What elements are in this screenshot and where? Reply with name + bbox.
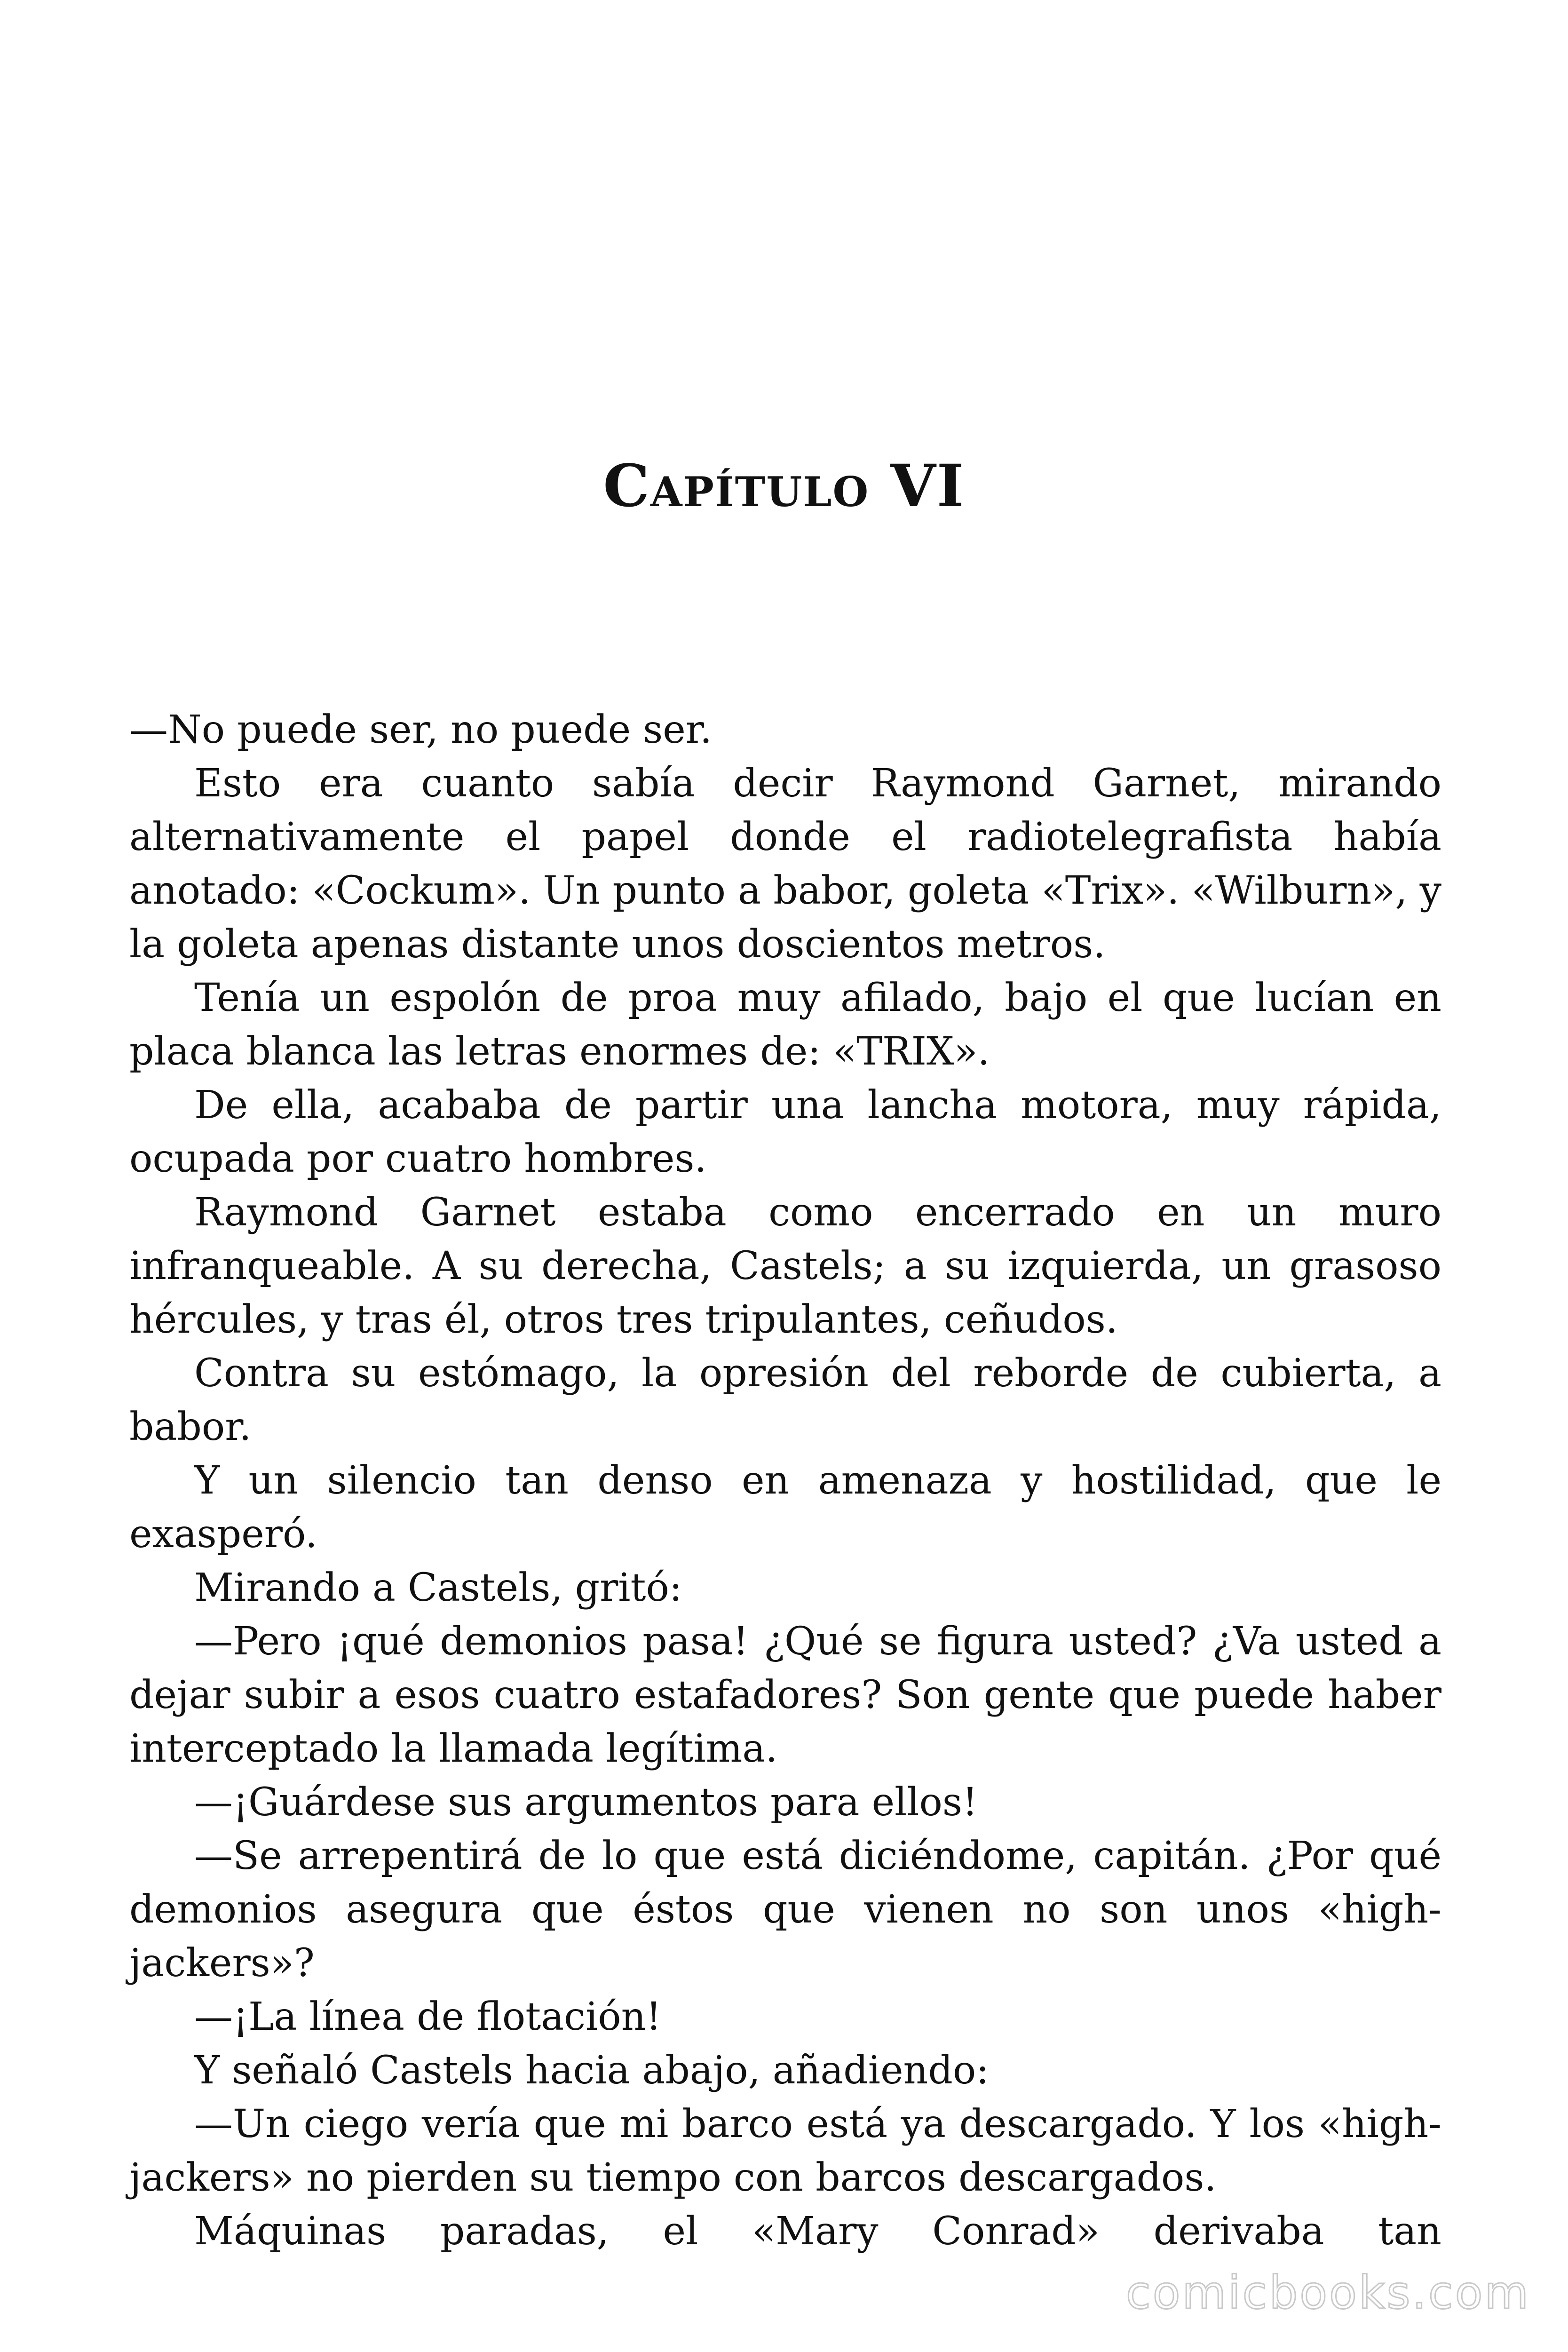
- paragraph: Mirando a Castels, gritó:: [194, 1565, 682, 1610]
- paragraph: Contra su estómago, la opresión del reborde de cubierta, a babor.: [129, 1351, 1441, 1449]
- paragraph: —¡Guárdese sus argumentos para ellos!: [194, 1780, 978, 1825]
- paragraph: Y señaló Castels hacia abajo, añadiendo:: [194, 2048, 989, 2093]
- paragraph: —Pero ¡qué demonios pasa! ¿Qué se figura usted? ¿Va usted a dejar subir a esos cuatro estafadores? Son gente que puede haber interceptado la llamada legítima.: [129, 1619, 1441, 1771]
- paragraph: De ella, acababa de partir una lancha motora, muy rápida, ocupada por cuatro hombres.: [129, 1083, 1441, 1181]
- paragraph: Y un silencio tan denso en amenaza y hostilidad, que le exasperó.: [129, 1458, 1441, 1557]
- paragraph: Tenía un espolón de proa muy afilado, bajo el que lucían en placa blanca las letras enormes de: «TRIX».: [129, 976, 1441, 1074]
- paragraph: Máquinas paradas, el «Mary Conrad» derivaba tan: [194, 2209, 1441, 2254]
- paragraph: —¡La línea de flotación!: [194, 1994, 662, 2039]
- paragraph: —Se arrepentirá de lo que está diciéndome, capitán. ¿Por qué demonios asegura que éstos que vienen no son unos «high-jackers»?: [129, 1834, 1441, 1986]
- paragraph: Raymond Garnet estaba como encerrado en un muro infranqueable. A su derecha, Castels; a su izquierda, un grasoso hércules, y tras él, otros tres tripulantes, ceñudos.: [129, 1190, 1441, 1342]
- paragraph: —Un ciego vería que mi barco está ya descargado. Y los «high-jackers» no pierden su tiempo con barcos descargados.: [129, 2102, 1441, 2200]
- chapter-body: [129, 703, 1441, 2258]
- paragraph: Esto era cuanto sabía decir Raymond Garnet, mirando alternativamente el papel donde el radiotelegrafista había anotado: «Cockum». Un punto a babor, goleta «Trix». «Wilburn», y la goleta apenas distante unos doscientos metros.: [129, 761, 1441, 967]
- watermark: comicbooks.com: [1125, 2266, 1530, 2319]
- chapter-title: Capítulo VI: [603, 452, 965, 520]
- paragraph: —No puede ser, no puede ser.: [129, 707, 713, 752]
